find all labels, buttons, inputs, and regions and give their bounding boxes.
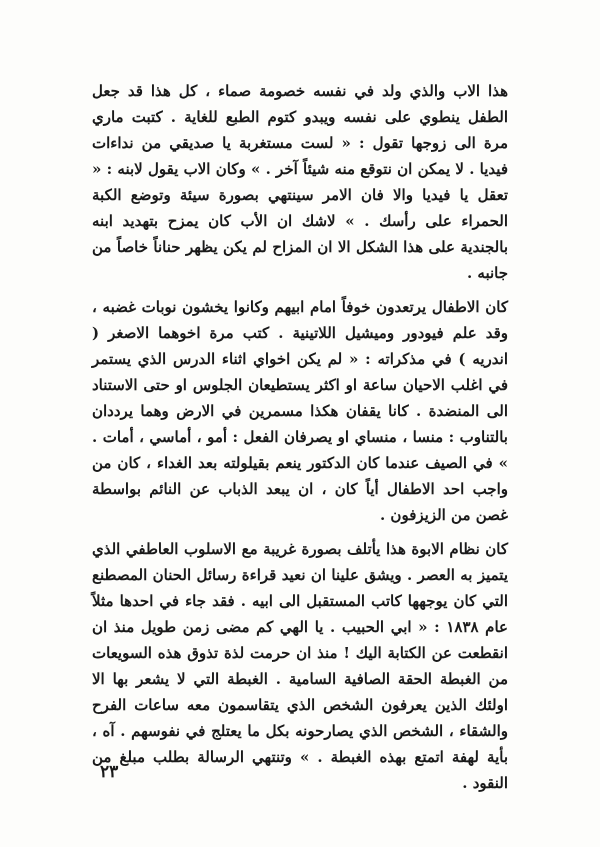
paragraph-1: هذا الاب والذي ولد في نفسه خصومة صماء ، كل هذا قد جعل الطفل ينطوي على نفسه ويبدو كتوم الطبع للغاية . كتبت ماري مرة الى زوجها تقول : « لست مستغربة يا صديقي من نداءات فيديا . لا يمكن ان نتوقع منه شيئاً آخر . » وكان الاب يقول لابنه : « تعقل يا فيديا والا فان الامر سينتهي بصورة سيئة وتوضع الكبة الحمراء على رأسك . » لاشك ان الأب كان يمزح بتهديد ابنه بالجندية على هذا الشكل الا ان المزاح لم يكن يظهر حناناً خاصاً من جانبه . (92, 82, 508, 282)
body-text (92, 78, 508, 796)
paragraph-3: كان نظام الابوة هذا يأتلف بصورة غريبة مع الاسلوب العاطفي الذي يتميز به العصر . ويشق علينا ان نعيد قراءة رسائل الحنان المصطنع التي كان يوجهها كاتب المستقبل الى ابيه . فقد جاء في احدها مثلاً عام ١٨٣٨ : « ابي الحبيب . يا الهي كم مضى زمن طويل منذ ان انقطعت عن الكتابة اليك ! منذ ان حرمت لذة تذوق هذه السويعات من الغبطة الحقة الصافية السامية . الغبطة التي لا يشعر بها الا اولئك الذين يعرفون الشخص الذي يتقاسمون معه ساعات الفرح والشقاء ، الشخص الذي يصارحونه بكل ما يعتلج في نفوسهم . آه ، بأية لهفة اتمتع بهذه الغبطة . » وتنتهي الرسالة بطلب مبلغ من النقود . (92, 540, 508, 792)
paragraph-2: كان الاطفال يرتعدون خوفاً امام ابيهم وكانوا يخشون نوبات غضبه ، وقد علم فيودور وميشيل اللاتينية . كتب مرة اخوهما الاصغر ( اندريه ) في مذكراته : « لم يكن اخواي اثناء الدرس الذي يستمر في اغلب الاحيان ساعة او اكثر يستطيعان الجلوس او حتى الاستناد الى المنضدة . كانا يقفان هكذا مسمرين في الارض وهما يرددان بالتناوب : منسا ، منساي او يصرفان الفعل : أمو ، أماسي ، أمات . » في الصيف عندما كان الدكتور ينعم بقيلولته بعد الغداء ، كان من واجب احد الاطفال أياً كان ، ان يبعد الذباب عن النائم بواسطة غصن من الزيزفون . (92, 298, 508, 524)
page-number: ٢٣ (100, 762, 119, 782)
